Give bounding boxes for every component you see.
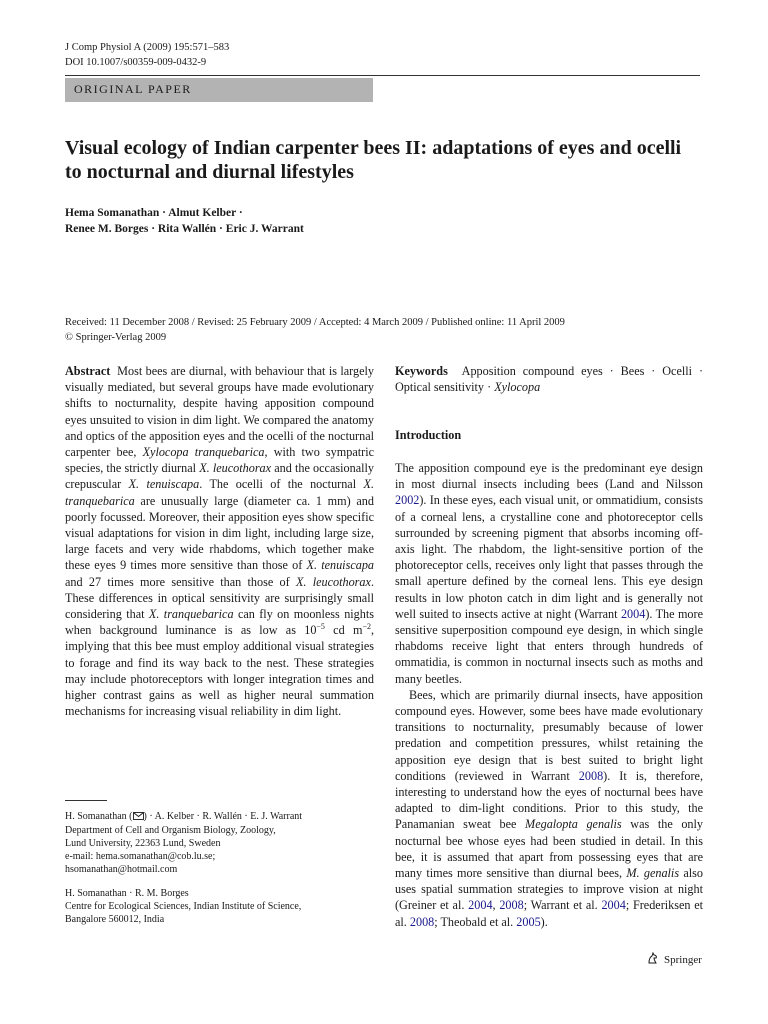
affiliation-1 xyxy=(65,810,375,876)
keywords-text: Apposition compound eyes · Bees · Ocelli · Optical sensitivity · xyxy=(395,364,703,395)
body-text: ). It is, therefore, interesting to understand how the eyes of nocturnal bees have adapted to dim-light conditions. Prior to this study, the Panamanian sweat bee xyxy=(395,768,703,832)
body-text: ). xyxy=(540,914,548,929)
author-list xyxy=(65,205,685,237)
keywords xyxy=(395,363,703,395)
intro-paragraph-1 xyxy=(395,460,703,687)
email-primary[interactable]: e-mail: hema.somanathan@cob.lu.se; xyxy=(65,851,216,862)
intro-paragraph-2 xyxy=(395,687,703,930)
keywords-label: Keywords xyxy=(395,364,448,378)
abstract-text: and the occasionally crepuscular xyxy=(65,461,374,492)
publisher-footer xyxy=(646,951,702,968)
citation-link[interactable]: 2002 xyxy=(395,493,420,508)
affiliation-text: H. Somanathan ( xyxy=(65,811,133,822)
species-name: Megalopta genalis xyxy=(525,817,622,832)
abstract-text: and 27 times more sensitive than those of xyxy=(65,574,296,589)
species-name: X. tenuiscapa xyxy=(306,558,375,573)
body-text: ; Warrant et al. xyxy=(523,898,602,913)
introduction-body xyxy=(395,460,703,930)
body-text: ; Theobald et al. xyxy=(434,914,517,929)
department: Department of Cell and Organism Biology, Zoology, xyxy=(65,825,276,836)
springer-horse-icon xyxy=(646,951,660,968)
citation-link[interactable]: 2008 xyxy=(578,768,604,783)
envelope-icon[interactable] xyxy=(133,811,144,824)
species-name: X. leucothorax xyxy=(199,461,272,476)
journal-citation: J Comp Physiol A (2009) 195:571–583 xyxy=(65,42,230,53)
body-text: ). The more sensitive superposition compound eye design, in which single rhabdoms receive light that enters through hundreds of ommatidia, is common in nocturnal insects such as moths and many beetles. xyxy=(395,606,703,686)
email-secondary[interactable]: hsomanathan@hotmail.com xyxy=(65,864,178,875)
abstract-label: Abstract xyxy=(65,364,111,378)
species-name: X. tranquebarica xyxy=(148,607,234,622)
doi[interactable]: DOI 10.1007/s00359-009-0432-9 xyxy=(65,57,207,68)
abstract-text: . The ocelli of the nocturnal xyxy=(199,477,364,492)
article-title: Visual ecology of Indian carpenter bees II: adaptations of eyes and ocelli to nocturnal and diurnal lifestyles xyxy=(65,137,682,183)
abstract-text: , with two sympatric species, the strictly diurnal xyxy=(65,445,374,476)
journal-meta xyxy=(65,40,229,70)
body-text: also uses spatial summation strategies to improve vision at night (Greiner et al. xyxy=(395,866,703,913)
body-text: ). In these eyes, each visual unit, or ommatidium, consists of a corneal lens, a crystalline cone and photoreceptor cells surrounded by screening pigment that absorbs incoming off-axis light. The rhabdom, the light-sensitive portion of the photoreceptor cells, receives only light that passes through the small aperture defined by the corneal lens. This eye design results in low photon catch in dim light and is generally not well suited to insects active at night (Warrant xyxy=(395,493,703,621)
publisher-name: Springer xyxy=(664,953,702,966)
copyright: © Springer-Verlag 2009 xyxy=(65,332,167,343)
abstract-text: are unusually large (diameter ca. 1 mm) and poorly focussed. Moreover, their apposition eyes show specific visual adaptations for vision in dim light, including large size, large facets and very wide rhabdoms, which together make these eyes 9 times more sensitive than those of xyxy=(65,493,374,573)
species-name: M. genalis xyxy=(626,866,680,881)
citation-link[interactable]: 2008 xyxy=(409,914,435,929)
citation-link[interactable]: 2005 xyxy=(516,914,541,929)
superscript: −2 xyxy=(362,622,371,632)
footnote-rule xyxy=(65,800,107,801)
species-name: X. tenuiscapa xyxy=(128,477,200,492)
abstract-text: , implying that this bee must employ additional visual strategies to forage and find its way back to the nest. These strategies may include photoreceptors with longer integration times and higher contrast gains as well as higher neural summation mechanisms for increasing visual reliability in dim light. xyxy=(65,623,374,719)
abstract-text: . These differences in optical sensitivity are surprisingly small considering that xyxy=(65,574,374,622)
citation-link[interactable]: 2004 xyxy=(620,606,646,621)
affiliation-2 xyxy=(65,887,375,926)
corresponding-authors xyxy=(65,810,375,824)
superscript: −5 xyxy=(316,622,325,632)
citation-link[interactable]: 2004 xyxy=(601,898,626,913)
header-rule xyxy=(65,75,700,76)
history-dates: Received: 11 December 2008 / Revised: 25 February 2009 / Accepted: 4 March 2009 / Published online: 11 April 2009 xyxy=(65,317,565,328)
university-address: Lund University, 22363 Lund, Sweden xyxy=(65,838,221,849)
affiliation-authors: H. Somanathan · R. M. Borges xyxy=(65,888,189,899)
section-label: ORIGINAL PAPER xyxy=(74,82,192,96)
authors-line-1: Hema Somanathan · Almut Kelber · xyxy=(65,207,243,219)
species-name: Xylocopa tranquebarica xyxy=(142,445,265,460)
species-name: X. tranquebarica xyxy=(65,477,374,508)
citation-link[interactable]: 2004 xyxy=(468,898,493,913)
body-text: ; Frederiksen et al. xyxy=(395,898,704,929)
authors-line-2: Renee M. Borges · Rita Wallén · Eric J. Warrant xyxy=(65,223,304,235)
introduction-heading: Introduction xyxy=(395,428,462,442)
body-text: Bees, which are primarily diurnal insects, have apposition compound eyes. However, some bees have made evolutionary transitions to nocturnality, presumably because of lower predation and competition pressures, whilst retaining the apposition eye design that is best suited to bright light conditions (reviewed in Warrant xyxy=(395,687,703,783)
publication-dates xyxy=(65,315,705,345)
abstract-text: Most bees are diurnal, with behaviour that is largely visually mediated, but several groups have made evolutionary shifts to nocturnality, despite having apposition compound eyes unsuited to vision in dim light. We compared the anatomy and optics of the apposition eyes and the ocelli of the nocturnal carpenter bee, xyxy=(65,364,374,460)
body-text: was the only nocturnal bee whose eyes had been studied in detail. In this bee, it is assumed that apart from possessing eyes that are many times more sensitive than diurnal bees, xyxy=(395,817,703,881)
keyword-italic: Xylocopa xyxy=(494,380,541,395)
body-text: , xyxy=(492,898,500,913)
abstract xyxy=(65,363,374,719)
institute: Centre for Ecological Sciences, Indian Institute of Science, xyxy=(65,901,302,912)
abstract-text: can fly on moonless nights when background luminance is as low as 10 xyxy=(65,607,374,638)
body-text: The apposition compound eye is the predominant eye design in most diurnal insects including bees (Land and Nilsson xyxy=(395,461,703,492)
species-name: X. leucothorax xyxy=(295,574,371,589)
affiliation-text: ) · A. Kelber · R. Wallén · E. J. Warrant xyxy=(143,811,303,822)
abstract-text: cd m xyxy=(324,623,363,638)
citation-link[interactable]: 2008 xyxy=(499,898,524,913)
institute-address: Bangalore 560012, India xyxy=(65,914,165,925)
